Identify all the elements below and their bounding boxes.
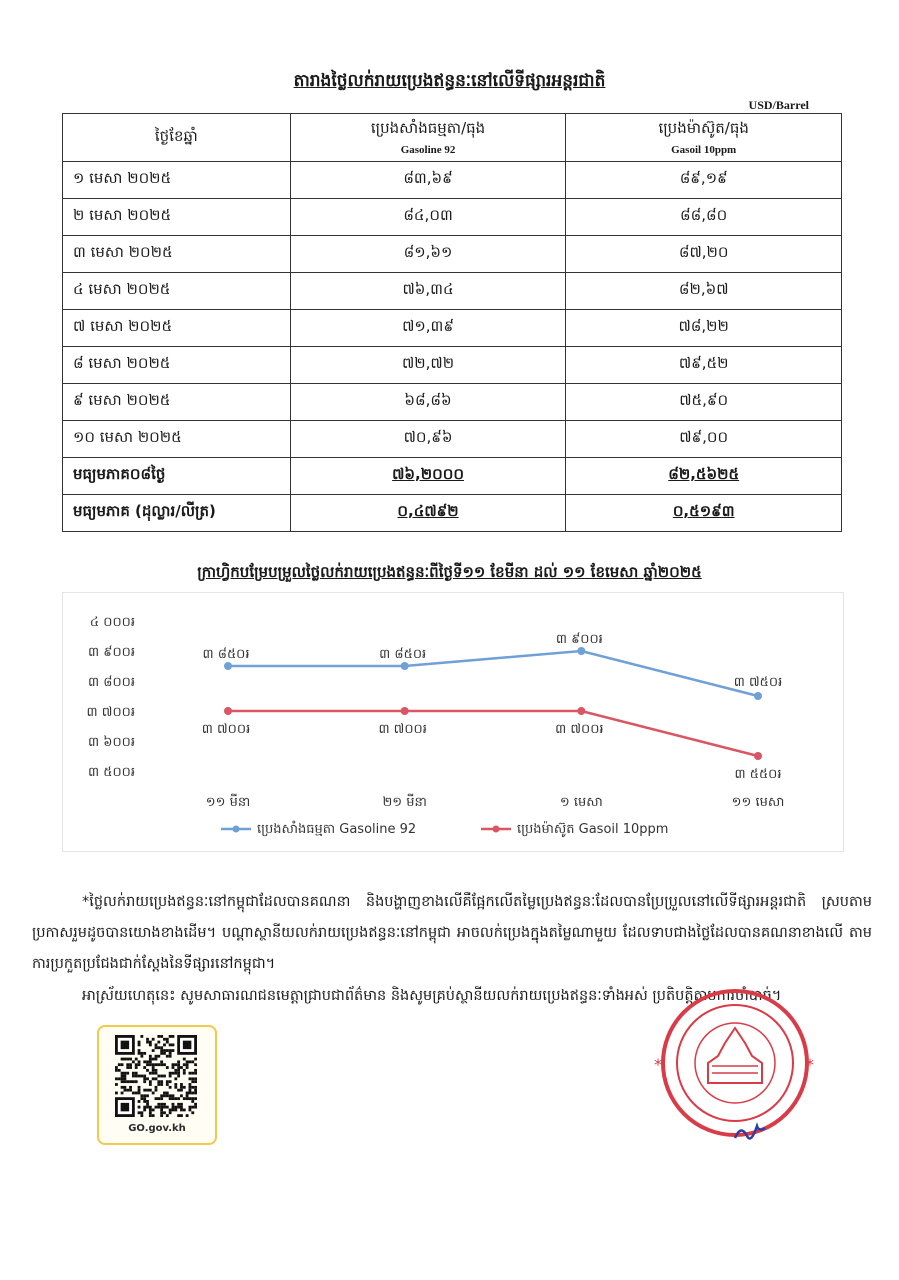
x-tick-label: ១១ មេសា [731, 795, 785, 810]
data-label: ៣ ៧៥០៛ [733, 675, 783, 690]
svg-text:*: * [806, 1055, 814, 1074]
data-point [224, 662, 232, 670]
x-tick-label: ២១ មីនា [382, 795, 427, 810]
cell-date: ២ មេសា ២០២៥ [63, 199, 291, 236]
price-table [62, 113, 842, 532]
cell-date: ៩ មេសា ២០២៥ [63, 384, 291, 421]
price-chart [62, 592, 844, 852]
page-title: តារាងថ្លៃលក់រាយប្រេងឥន្ធនៈនៅលើទីផ្សារអន្តរជាតិ [293, 71, 606, 91]
y-tick-label: ៤ ០០០៛ [89, 615, 135, 630]
cell-date: ៨ មេសា ២០២៥ [63, 347, 291, 384]
cell-gasoline: ៨១,៦១ [290, 236, 566, 273]
average-liter-diesel: ០,៥១៩៣ [566, 495, 842, 532]
data-label: ៣ ៨៥០៛ [202, 647, 250, 662]
data-label: ៣ ៨៥០៛ [379, 647, 427, 662]
chart-svg [63, 593, 843, 851]
table-row [63, 236, 842, 273]
data-label: ៣ ៧០០៛ [378, 722, 427, 737]
qr-site-label: GO.gov.kh [128, 1123, 186, 1134]
table-row [63, 162, 842, 199]
cell-date: ១០ មេសា ២០២៥ [63, 421, 291, 458]
cell-date: ៤ មេសា ២០២៥ [63, 273, 291, 310]
data-point [577, 707, 585, 715]
cell-gasoline: ៦៨,៨៦ [290, 384, 566, 421]
cell-date: ១ មេសា ២០២៥ [63, 162, 291, 199]
data-label: ៣ ៩០០៛ [555, 632, 603, 647]
cell-date: ៧ មេសា ២០២៥ [63, 310, 291, 347]
table-row [63, 199, 842, 236]
chart-title: ក្រាហ្វិកបម្រែបម្រួលថ្លៃលក់រាយប្រេងឥន្ធនៈពីថ្ងៃទី១១ ខែមីនា ដល់ ១១ ខែមេសា ឆ្នាំ២០២៥ [197, 563, 702, 581]
x-tick-label: ១ មេសា [559, 795, 603, 810]
average-liter-row [63, 495, 842, 532]
data-point [401, 662, 409, 670]
y-tick-label: ៣ ៦០០៛ [88, 735, 135, 750]
header-gasoline: ប្រេងសាំងធម្មតា/ធុង Gasoline 92 [290, 114, 566, 162]
series-line [228, 651, 758, 696]
cell-diesel: ៧៩,៥២ [566, 347, 842, 384]
qr-code [111, 1035, 201, 1117]
average-liter-gasoline: ០,៤៧៩២ [290, 495, 566, 532]
cell-diesel: ៨៨,៨០ [566, 199, 842, 236]
cell-diesel: ៨៩,១៩ [566, 162, 842, 199]
header-diesel: ប្រេងម៉ាស៊ូត/ធុង Gasoil 10ppm [566, 114, 842, 162]
cell-diesel: ៧៩,០០ [566, 421, 842, 458]
unit-label: USD/Barrel [748, 98, 809, 112]
average-gasoline: ៧៦,២០០០ [290, 458, 566, 495]
cell-gasoline: ៧២,៧២ [290, 347, 566, 384]
cell-diesel: ៨៧,២០ [566, 236, 842, 273]
series-line [228, 711, 758, 756]
data-point [754, 692, 762, 700]
cell-diesel: ៧៥,៩០ [566, 384, 842, 421]
average-liter-label: មធ្យមភាគ (ដុល្លារ/លីត្រ) [63, 495, 291, 532]
legend-marker [233, 826, 240, 833]
table-header-row [63, 114, 842, 162]
cell-gasoline: ៨៣,៦៩ [290, 162, 566, 199]
x-tick-label: ១១ មីនា [205, 795, 251, 810]
data-point [401, 707, 409, 715]
note-paragraph-1: *ថ្លៃលក់រាយប្រេងឥន្ធនៈនៅកម្ពុជាដែលបានគណនា និងបង្ហាញខាងលើគឺផ្អែកលើតម្លៃប្រេងឥន្ធនៈដែលបានប្រែប្រួលនៅលើទីផ្សារអន្តរជាតិ ស្របតាមប្រកាសរួមដូចបានយោងខាងដើម។ បណ្តាស្ថានីយលក់រាយប្រេងឥន្ធនៈនៅកម្ពុជា អាចលក់ប្រេងក្នុងតម្លៃណាមួយ ដែលទាបជាងថ្លៃដែលបានគណនាខាងលើ តាមការប្រកួតប្រជែងជាក់ស្តែងនៃទីផ្សារនៅកម្ពុជា។ [32, 893, 872, 972]
average-diesel: ៨២,៥៦២៥ [566, 458, 842, 495]
table-row [63, 421, 842, 458]
cell-gasoline: ៧១,៣៩ [290, 310, 566, 347]
cell-gasoline: ៧០,៩៦ [290, 421, 566, 458]
cell-gasoline: ៧៦,៣៤ [290, 273, 566, 310]
qr-code-card[interactable] [97, 1025, 217, 1145]
cell-diesel: ៨២,៦៧ [566, 273, 842, 310]
official-seal-icon [640, 988, 830, 1158]
table-row [63, 384, 842, 421]
legend-entry: ប្រេងសាំងធម្មតា Gasoline 92 [257, 822, 417, 837]
data-point [577, 647, 585, 655]
data-label: ៣ ៧០០៛ [201, 722, 251, 737]
cell-date: ៣ មេសា ២០២៥ [63, 236, 291, 273]
svg-text:*: * [654, 1055, 662, 1074]
table-row [63, 347, 842, 384]
cell-gasoline: ៨៤,០៣ [290, 199, 566, 236]
data-label: ៣ ៧០០៛ [555, 722, 604, 737]
table-row [63, 273, 842, 310]
average-row [63, 458, 842, 495]
note-paragraph-2: អាស្រ័យហេតុនេះ សូមសាធារណជនមេត្តាជ្រាបជាព័ត៌មាន និងសូមគ្រប់ស្ថានីយលក់រាយប្រេងឥន្ធនៈទាំងអស់ ប្រតិបត្តិតាមការចាំបាច់។ [82, 987, 782, 1004]
data-point [754, 752, 762, 760]
average-label: មធ្យមភាគ០៨ថ្ងៃ [63, 458, 291, 495]
y-tick-label: ៣ ៧០០៛ [86, 705, 135, 720]
y-tick-label: ៣ ៨០០៛ [88, 675, 135, 690]
legend-entry: ប្រេងម៉ាស៊ូត Gasoil 10ppm [517, 822, 669, 837]
data-point [224, 707, 232, 715]
y-tick-label: ៣ ៥០០៛ [88, 765, 135, 780]
data-label: ៣ ៥៥០៛ [734, 767, 782, 782]
legend-marker [493, 826, 500, 833]
header-date: ថ្ងៃខែឆ្នាំ [63, 114, 291, 162]
y-tick-label: ៣ ៩០០៛ [88, 645, 135, 660]
cell-diesel: ៧៨,២២ [566, 310, 842, 347]
table-row [63, 310, 842, 347]
